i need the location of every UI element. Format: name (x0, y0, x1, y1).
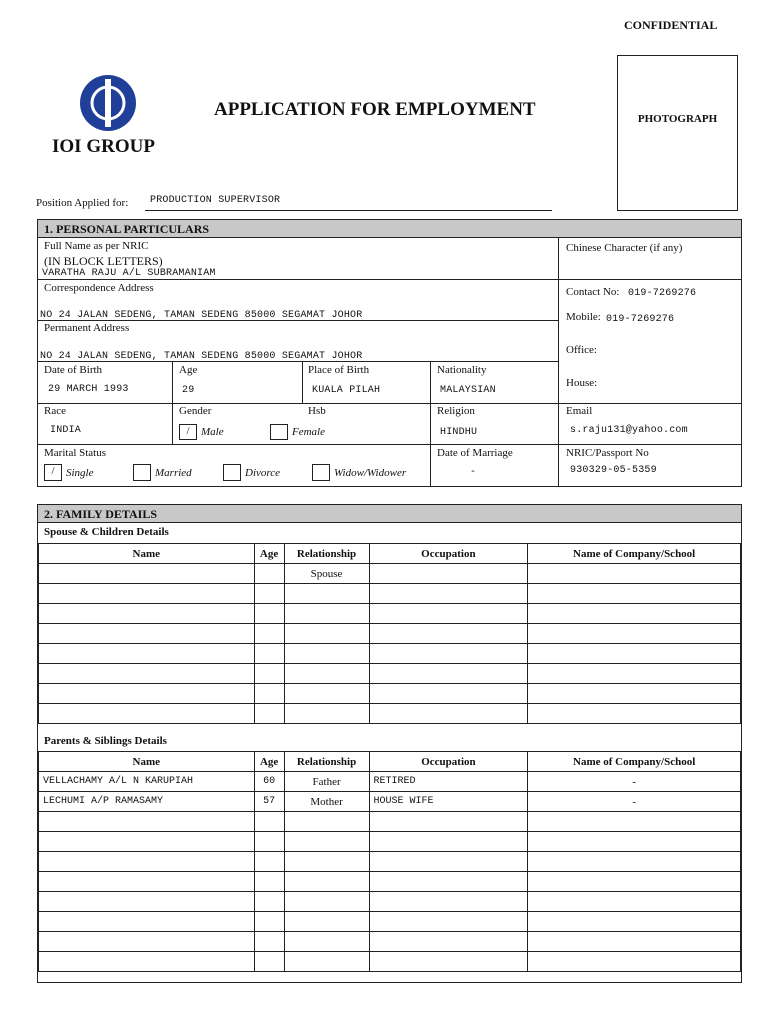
table-row (39, 564, 741, 584)
pob-label: Place of Birth (308, 364, 370, 376)
company-cell[interactable] (528, 624, 741, 644)
col-occupation-header: Occupation (369, 544, 528, 564)
male-checkbox[interactable]: / (179, 424, 197, 440)
age-cell[interactable] (254, 932, 284, 952)
perm-address-label: Permanent Address (44, 322, 130, 334)
relationship-cell[interactable] (284, 604, 369, 624)
married-label: Married (155, 467, 192, 479)
name-cell[interactable]: LECHUMI A/P RAMASAMY (39, 792, 255, 812)
photograph-label: PHOTOGRAPH (637, 113, 718, 125)
occupation-cell[interactable] (369, 644, 528, 664)
table-row (39, 604, 741, 624)
house-label: House: (566, 377, 598, 389)
company-cell[interactable] (528, 932, 741, 952)
age-value[interactable]: 29 (182, 385, 195, 396)
occupation-cell[interactable] (369, 684, 528, 704)
dob-label: Date of Birth (44, 364, 103, 376)
office-label: Office: (566, 344, 597, 356)
table-row (39, 912, 741, 932)
table-row (39, 872, 741, 892)
age-cell[interactable] (254, 604, 284, 624)
occupation-cell[interactable]: HOUSE WIFE (369, 792, 528, 812)
table-row (39, 772, 741, 792)
female-checkbox[interactable] (270, 424, 288, 440)
col-relationship-header: Relationship (284, 752, 369, 772)
photograph-box[interactable] (617, 55, 738, 211)
relationship-cell[interactable] (284, 952, 369, 972)
age-cell[interactable] (254, 872, 284, 892)
divider (172, 361, 173, 444)
single-checkbox[interactable]: / (44, 464, 62, 481)
company-cell[interactable] (528, 704, 741, 724)
relationship-cell[interactable]: Spouse (284, 564, 369, 584)
contact-value[interactable]: 019-7269276 (628, 288, 697, 299)
company-cell[interactable] (528, 872, 741, 892)
name-cell[interactable] (39, 704, 255, 724)
age-cell[interactable]: 60 (254, 772, 284, 792)
table-row (39, 704, 741, 724)
perm-address-value[interactable]: NO 24 JALAN SEDENG, TAMAN SEDENG 85000 SEGAMAT JOHOR (40, 351, 363, 362)
age-cell[interactable] (254, 684, 284, 704)
occupation-cell[interactable] (369, 892, 528, 912)
relationship-cell[interactable] (284, 624, 369, 644)
divider (558, 279, 741, 280)
company-cell[interactable] (528, 684, 741, 704)
table-row (39, 852, 741, 872)
name-cell[interactable] (39, 584, 255, 604)
nationality-label: Nationality (437, 364, 487, 376)
position-line[interactable] (145, 210, 552, 211)
name-cell[interactable] (39, 564, 255, 584)
relationship-cell[interactable] (284, 704, 369, 724)
corr-address-label: Correspondence Address (44, 282, 154, 294)
male-label: Male (201, 426, 224, 438)
position-value[interactable]: PRODUCTION SUPERVISOR (150, 195, 281, 206)
table-row (39, 952, 741, 972)
name-cell[interactable] (39, 812, 255, 832)
table-row (39, 624, 741, 644)
col-relationship-header: Relationship (284, 544, 369, 564)
occupation-cell[interactable] (369, 872, 528, 892)
age-cell[interactable] (254, 892, 284, 912)
name-cell[interactable] (39, 872, 255, 892)
name-cell[interactable] (39, 952, 255, 972)
name-cell[interactable]: VELLACHAMY A/L N KARUPIAH (39, 772, 255, 792)
occupation-cell[interactable] (369, 912, 528, 932)
col-name-header: Name (39, 544, 255, 564)
company-cell[interactable]: - (528, 792, 741, 812)
hsb-label: Hsb (308, 405, 326, 417)
relationship-cell[interactable] (284, 812, 369, 832)
dob-value[interactable]: 29 MARCH 1993 (48, 384, 129, 395)
email-value[interactable]: s.raju131@yahoo.com (570, 425, 688, 436)
widow-checkbox[interactable] (312, 464, 330, 481)
company-cell[interactable]: - (528, 772, 741, 792)
marriage-date-value[interactable]: - (470, 467, 477, 478)
religion-value[interactable]: HINDHU (440, 427, 478, 438)
age-cell[interactable] (254, 704, 284, 724)
age-cell[interactable] (254, 812, 284, 832)
age-cell[interactable] (254, 664, 284, 684)
table-row (39, 684, 741, 704)
marriage-date-label: Date of Marriage (437, 447, 513, 459)
pob-value[interactable]: KUALA PILAH (312, 385, 381, 396)
relationship-cell[interactable] (284, 684, 369, 704)
ioi-logo-icon (78, 73, 138, 133)
name-cell[interactable] (39, 832, 255, 852)
relationship-cell[interactable] (284, 664, 369, 684)
parents-header-row (39, 752, 741, 772)
age-cell[interactable] (254, 624, 284, 644)
company-cell[interactable] (528, 852, 741, 872)
occupation-cell[interactable] (369, 584, 528, 604)
occupation-cell[interactable] (369, 564, 528, 584)
age-cell[interactable] (254, 564, 284, 584)
widow-label: Widow/Widower (334, 467, 407, 479)
position-label: Position Applied for: (36, 197, 129, 209)
relationship-cell[interactable]: Mother (284, 792, 369, 812)
company-cell[interactable] (528, 584, 741, 604)
company-cell[interactable] (528, 832, 741, 852)
occupation-cell[interactable] (369, 604, 528, 624)
married-checkbox[interactable] (133, 464, 151, 481)
relationship-cell[interactable] (284, 892, 369, 912)
name-cell[interactable] (39, 624, 255, 644)
relationship-cell[interactable] (284, 872, 369, 892)
col-age-header: Age (254, 544, 284, 564)
race-value[interactable]: INDIA (50, 425, 82, 436)
email-label: Email (566, 405, 593, 417)
col-company-header: Name of Company/School (528, 752, 741, 772)
col-company-header: Name of Company/School (528, 544, 741, 564)
mobile-value[interactable]: 019-7269276 (606, 314, 675, 325)
single-label: Single (66, 467, 94, 479)
table-row (39, 832, 741, 852)
table-row (39, 644, 741, 664)
name-cell[interactable] (39, 852, 255, 872)
company-cell[interactable] (528, 812, 741, 832)
corr-address-value[interactable]: NO 24 JALAN SEDENG, TAMAN SEDENG 85000 SEGAMAT JOHOR (40, 310, 363, 321)
race-label: Race (44, 405, 66, 417)
table-row (39, 932, 741, 952)
fullname-value[interactable]: VARATHA RAJU A/L SUBRAMANIAM (42, 268, 216, 279)
age-cell[interactable] (254, 952, 284, 972)
age-cell[interactable] (254, 852, 284, 872)
religion-label: Religion (437, 405, 475, 417)
contact-label: Contact No: (566, 286, 620, 298)
name-cell[interactable] (39, 644, 255, 664)
age-cell[interactable] (254, 832, 284, 852)
mobile-label: Mobile: (566, 311, 601, 323)
marital-label: Marital Status (44, 447, 107, 459)
name-cell[interactable] (39, 932, 255, 952)
divider (302, 361, 303, 403)
nric-value[interactable]: 930329-05-5359 (570, 465, 657, 476)
divider (38, 444, 741, 445)
table-row (39, 792, 741, 812)
company-cell[interactable] (528, 664, 741, 684)
gender-label: Gender (179, 405, 212, 417)
family-section-title: 2. FAMILY DETAILS (38, 505, 741, 523)
fullname-sub-label: (IN BLOCK LETTERS) (44, 254, 163, 268)
relationship-cell[interactable] (284, 832, 369, 852)
personal-section-title: 1. PERSONAL PARTICULARS (38, 220, 741, 238)
name-cell[interactable] (39, 604, 255, 624)
age-cell[interactable] (254, 644, 284, 664)
divorce-label: Divorce (245, 467, 281, 479)
company-cell[interactable] (528, 952, 741, 972)
form-title: APPLICATION FOR EMPLOYMENT (214, 99, 536, 120)
table-row (39, 664, 741, 684)
table-row (39, 584, 741, 604)
occupation-cell[interactable] (369, 932, 528, 952)
occupation-cell[interactable] (369, 832, 528, 852)
relationship-cell[interactable] (284, 912, 369, 932)
spouse-subtitle: Spouse & Children Details (44, 526, 169, 538)
nationality-value[interactable]: MALAYSIAN (440, 385, 496, 396)
name-cell[interactable] (39, 684, 255, 704)
relationship-cell[interactable] (284, 932, 369, 952)
divider (38, 403, 741, 404)
relationship-cell[interactable] (284, 644, 369, 664)
company-cell[interactable] (528, 912, 741, 932)
female-label: Female (292, 426, 325, 438)
age-cell[interactable] (254, 912, 284, 932)
occupation-cell[interactable] (369, 952, 528, 972)
company-cell[interactable] (528, 892, 741, 912)
divider (558, 238, 559, 486)
col-age-header: Age (254, 752, 284, 772)
spouse-table (38, 543, 741, 724)
company-cell[interactable] (528, 644, 741, 664)
occupation-cell[interactable] (369, 852, 528, 872)
col-name-header: Name (39, 752, 255, 772)
name-cell[interactable] (39, 892, 255, 912)
occupation-cell[interactable] (369, 812, 528, 832)
relationship-cell[interactable]: Father (284, 772, 369, 792)
table-row (39, 892, 741, 912)
company-name: IOI GROUP (52, 136, 155, 157)
name-cell[interactable] (39, 912, 255, 932)
relationship-cell[interactable] (284, 584, 369, 604)
col-occupation-header: Occupation (369, 752, 528, 772)
chinese-label: Chinese Character (if any) (566, 242, 683, 254)
spouse-header-row (39, 544, 741, 564)
age-cell[interactable] (254, 584, 284, 604)
parents-table (38, 751, 741, 972)
occupation-cell[interactable]: RETIRED (369, 772, 528, 792)
occupation-cell[interactable] (369, 704, 528, 724)
name-cell[interactable] (39, 664, 255, 684)
company-cell[interactable] (528, 564, 741, 584)
confidential-label: CONFIDENTIAL (624, 18, 718, 32)
age-label: Age (179, 364, 198, 376)
divider (430, 361, 431, 486)
nric-label: NRIC/Passport No (566, 447, 649, 459)
occupation-cell[interactable] (369, 624, 528, 644)
parents-subtitle: Parents & Siblings Details (44, 735, 167, 747)
fullname-label: Full Name as per NRIC (44, 240, 149, 252)
divorce-checkbox[interactable] (223, 464, 241, 481)
table-row (39, 812, 741, 832)
occupation-cell[interactable] (369, 664, 528, 684)
relationship-cell[interactable] (284, 852, 369, 872)
divider (38, 279, 558, 280)
company-cell[interactable] (528, 604, 741, 624)
age-cell[interactable]: 57 (254, 792, 284, 812)
